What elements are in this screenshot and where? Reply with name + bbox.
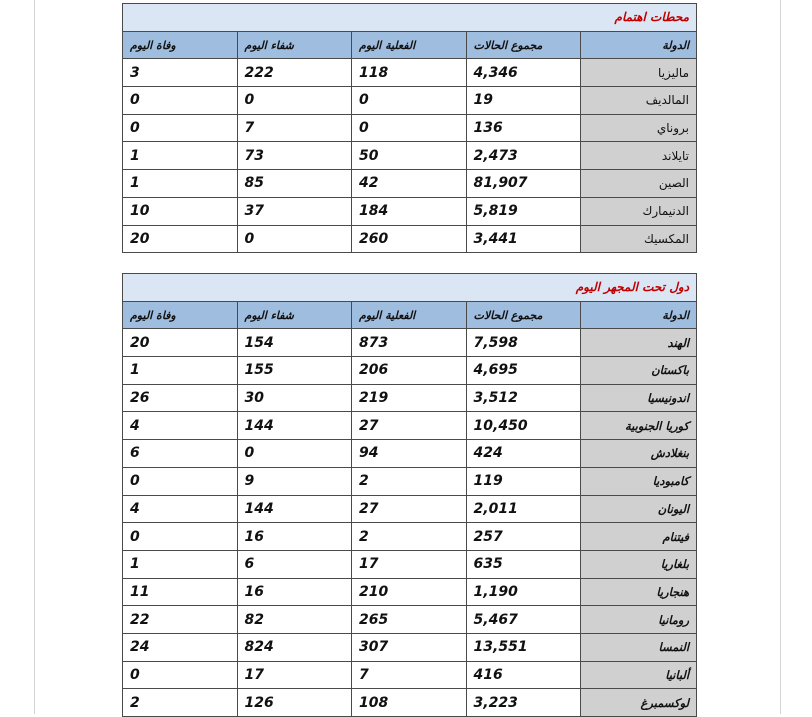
total-cases-cell: 3,512	[466, 384, 581, 412]
header-deaths-today: وفاة اليوم	[123, 301, 238, 329]
table-title: دول تحت المجهر اليوم	[123, 274, 697, 302]
deaths-today-cell: 0	[123, 114, 238, 142]
deaths-today-cell: 24	[123, 633, 238, 661]
country-cell: اندونيسيا	[581, 384, 697, 412]
recovered-today-cell: 222	[237, 59, 352, 87]
active-today-cell: 7	[352, 661, 467, 689]
country-cell: ألبانيا	[581, 661, 697, 689]
country-cell: بروناي	[581, 114, 697, 142]
active-today-cell: 265	[352, 606, 467, 634]
total-cases-cell: 424	[466, 440, 581, 468]
table-row	[123, 412, 697, 440]
total-cases-cell: 416	[466, 661, 581, 689]
country-cell: الصين	[581, 170, 697, 198]
country-cell: النمسا	[581, 633, 697, 661]
deaths-today-cell: 0	[123, 467, 238, 495]
table-row	[123, 197, 697, 225]
active-today-cell: 873	[352, 329, 467, 357]
active-today-cell: 17	[352, 550, 467, 578]
total-cases-cell: 136	[466, 114, 581, 142]
deaths-today-cell: 4	[123, 495, 238, 523]
recovered-today-cell: 73	[237, 142, 352, 170]
recovered-today-cell: 154	[237, 329, 352, 357]
table-row	[123, 384, 697, 412]
deaths-today-cell: 0	[123, 87, 238, 115]
table-row	[123, 550, 697, 578]
country-cell: المالديف	[581, 87, 697, 115]
header-recovered-today: شفاء اليوم	[237, 31, 352, 59]
interest-stations-table	[122, 3, 697, 253]
recovered-today-cell: 0	[237, 87, 352, 115]
deaths-today-cell: 1	[123, 142, 238, 170]
total-cases-cell: 5,467	[466, 606, 581, 634]
table-row	[123, 689, 697, 717]
active-today-cell: 210	[352, 578, 467, 606]
deaths-today-cell: 20	[123, 329, 238, 357]
recovered-today-cell: 7	[237, 114, 352, 142]
deaths-today-cell: 22	[123, 606, 238, 634]
total-cases-cell: 13,551	[466, 633, 581, 661]
header-country: الدولة	[581, 301, 697, 329]
total-cases-cell: 4,695	[466, 357, 581, 385]
active-today-cell: 184	[352, 197, 467, 225]
table-row	[123, 578, 697, 606]
total-cases-cell: 257	[466, 523, 581, 551]
total-cases-cell: 5,819	[466, 197, 581, 225]
active-today-cell: 0	[352, 114, 467, 142]
total-cases-cell: 1,190	[466, 578, 581, 606]
country-cell: باكستان	[581, 357, 697, 385]
recovered-today-cell: 30	[237, 384, 352, 412]
country-cell: تايلاند	[581, 142, 697, 170]
table-row	[123, 495, 697, 523]
table-row	[123, 142, 697, 170]
country-cell: لوكسمبرغ	[581, 689, 697, 717]
active-today-cell: 219	[352, 384, 467, 412]
deaths-today-cell: 26	[123, 384, 238, 412]
total-cases-cell: 3,441	[466, 225, 581, 253]
deaths-today-cell: 10	[123, 197, 238, 225]
recovered-today-cell: 82	[237, 606, 352, 634]
deaths-today-cell: 1	[123, 357, 238, 385]
recovered-today-cell: 0	[237, 440, 352, 468]
table-row	[123, 467, 697, 495]
table-title: محطات اهتمام	[123, 4, 697, 32]
active-today-cell: 42	[352, 170, 467, 198]
countries-under-microscope-table	[122, 273, 697, 717]
recovered-today-cell: 37	[237, 197, 352, 225]
active-today-cell: 307	[352, 633, 467, 661]
table-row	[123, 357, 697, 385]
header-active-today: الفعلية اليوم	[352, 301, 467, 329]
deaths-today-cell: 4	[123, 412, 238, 440]
total-cases-cell: 10,450	[466, 412, 581, 440]
total-cases-cell: 4,346	[466, 59, 581, 87]
country-cell: فيتنام	[581, 523, 697, 551]
deaths-today-cell: 6	[123, 440, 238, 468]
table-row	[123, 606, 697, 634]
deaths-today-cell: 0	[123, 523, 238, 551]
recovered-today-cell: 824	[237, 633, 352, 661]
table-row	[123, 633, 697, 661]
header-deaths-today: وفاة اليوم	[123, 31, 238, 59]
country-cell: بنغلادش	[581, 440, 697, 468]
header-country: الدولة	[581, 31, 697, 59]
header-total-cases: مجموع الحالات	[466, 301, 581, 329]
table-row	[123, 114, 697, 142]
table-row	[123, 87, 697, 115]
table-body	[123, 59, 697, 253]
deaths-today-cell: 1	[123, 170, 238, 198]
table-row	[123, 329, 697, 357]
country-cell: بلغاريا	[581, 550, 697, 578]
total-cases-cell: 2,011	[466, 495, 581, 523]
active-today-cell: 260	[352, 225, 467, 253]
deaths-today-cell: 3	[123, 59, 238, 87]
recovered-today-cell: 85	[237, 170, 352, 198]
active-today-cell: 2	[352, 467, 467, 495]
active-today-cell: 94	[352, 440, 467, 468]
deaths-today-cell: 11	[123, 578, 238, 606]
country-cell: اليونان	[581, 495, 697, 523]
deaths-today-cell: 20	[123, 225, 238, 253]
recovered-today-cell: 126	[237, 689, 352, 717]
active-today-cell: 0	[352, 87, 467, 115]
recovered-today-cell: 155	[237, 357, 352, 385]
total-cases-cell: 19	[466, 87, 581, 115]
table-row	[123, 440, 697, 468]
recovered-today-cell: 16	[237, 523, 352, 551]
active-today-cell: 108	[352, 689, 467, 717]
recovered-today-cell: 0	[237, 225, 352, 253]
table-row	[123, 170, 697, 198]
country-cell: كوريا الجنوبية	[581, 412, 697, 440]
active-today-cell: 27	[352, 495, 467, 523]
country-cell: الدنيمارك	[581, 197, 697, 225]
header-total-cases: مجموع الحالات	[466, 31, 581, 59]
table-row	[123, 59, 697, 87]
active-today-cell: 206	[352, 357, 467, 385]
total-cases-cell: 2,473	[466, 142, 581, 170]
recovered-today-cell: 16	[237, 578, 352, 606]
recovered-today-cell: 144	[237, 412, 352, 440]
active-today-cell: 27	[352, 412, 467, 440]
recovered-today-cell: 144	[237, 495, 352, 523]
country-cell: المكسيك	[581, 225, 697, 253]
total-cases-cell: 3,223	[466, 689, 581, 717]
recovered-today-cell: 17	[237, 661, 352, 689]
page-edge-right	[780, 0, 781, 714]
country-cell: كامبوديا	[581, 467, 697, 495]
deaths-today-cell: 1	[123, 550, 238, 578]
total-cases-cell: 81,907	[466, 170, 581, 198]
table-row	[123, 523, 697, 551]
active-today-cell: 2	[352, 523, 467, 551]
total-cases-cell: 635	[466, 550, 581, 578]
country-cell: هنجاريا	[581, 578, 697, 606]
country-cell: رومانيا	[581, 606, 697, 634]
recovered-today-cell: 6	[237, 550, 352, 578]
recovered-today-cell: 9	[237, 467, 352, 495]
active-today-cell: 50	[352, 142, 467, 170]
table-row	[123, 661, 697, 689]
deaths-today-cell: 0	[123, 661, 238, 689]
country-cell: الهند	[581, 329, 697, 357]
total-cases-cell: 119	[466, 467, 581, 495]
active-today-cell: 118	[352, 59, 467, 87]
header-active-today: الفعلية اليوم	[352, 31, 467, 59]
page-edge-left	[34, 0, 35, 714]
header-recovered-today: شفاء اليوم	[237, 301, 352, 329]
table-row	[123, 225, 697, 253]
deaths-today-cell: 2	[123, 689, 238, 717]
total-cases-cell: 7,598	[466, 329, 581, 357]
country-cell: ماليزيا	[581, 59, 697, 87]
table-body	[123, 329, 697, 717]
